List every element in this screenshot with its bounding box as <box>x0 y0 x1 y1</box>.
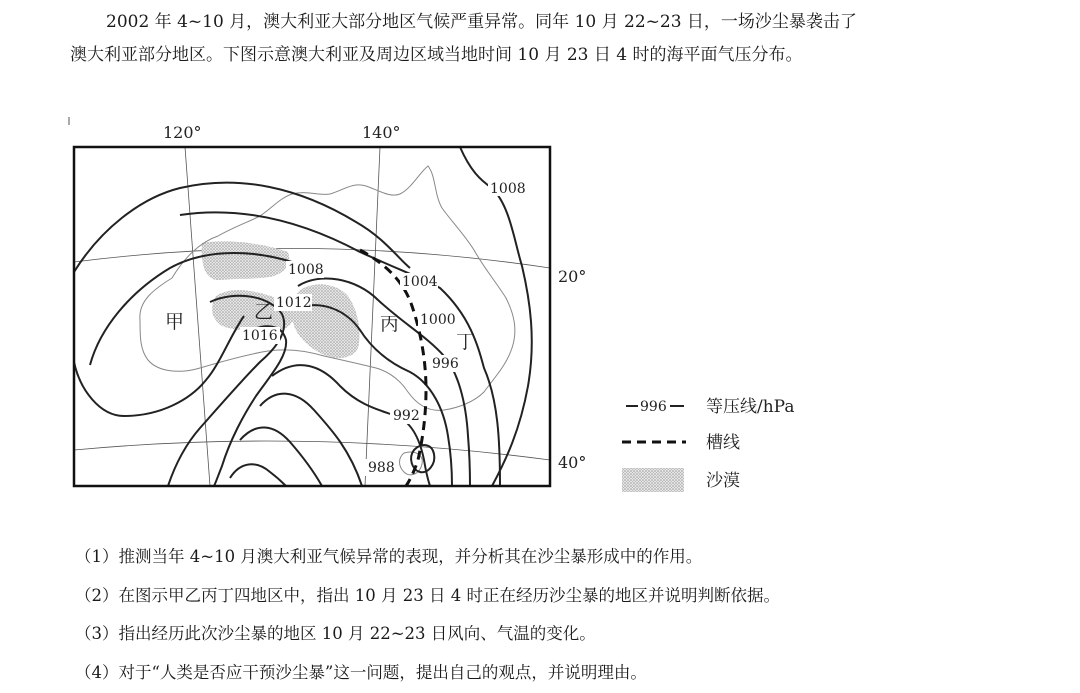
question-4: （4）对于“人类是否应干预沙尘暴”这一问题，提出自己的观点，并说明理由。 <box>75 662 647 682</box>
lon-label-140: 140° <box>362 123 401 142</box>
isobar-line <box>272 365 430 486</box>
lon-label-120: 120° <box>163 123 202 142</box>
intro-paragraph <box>70 6 1060 72</box>
intro-line-2: 澳大利亚部分地区。下图示意澳大利亚及周边区域当地时间 10 月 23 日 4 时的海平面气压分布。 <box>70 45 803 65</box>
legend-isobar-sample: 996 <box>640 399 667 415</box>
question-3: （3）指出经历此次沙尘暴的地区 10 月 22~23 日风向、气温的变化。 <box>75 624 596 643</box>
isobar-label-992: 992 <box>393 408 420 424</box>
question-2: （2）在图示甲乙丙丁四地区中，指出 10 月 23 日 4 时正在经历沙尘暴的地区并说明判断依据。 <box>75 585 780 605</box>
legend-trough-label: 槽线 <box>706 433 740 453</box>
isobar-line <box>230 464 286 486</box>
intro-line-1: 2002 年 4~10 月，澳大利亚大部分地区气候严重异常。同年 10 月 22~23 日，一场沙尘暴袭击了 <box>106 12 857 32</box>
region-label-bing: 丙 <box>380 313 400 335</box>
isobar-label-1016: 1016 <box>242 328 278 344</box>
legend-isobar-label: 等压线/hPa <box>706 397 795 417</box>
pressure-map-figure <box>60 110 840 510</box>
lat-label-40: 40° <box>558 453 587 472</box>
isobar-label-1012: 1012 <box>276 295 312 311</box>
isobar-label-988: 988 <box>368 460 395 476</box>
isobar-label-1008-ne: 1008 <box>490 181 526 197</box>
desert-area <box>202 241 290 280</box>
isobar-line <box>460 147 532 486</box>
isobar-line <box>74 316 244 416</box>
legend-desert-label: 沙漠 <box>706 471 740 491</box>
isobar-line <box>240 427 322 486</box>
lat-label-20: 20° <box>558 267 587 286</box>
isobar-label-1008-w: 1008 <box>288 262 324 278</box>
region-label-ding: 丁 <box>456 331 476 353</box>
region-label-yi: 乙 <box>254 301 274 323</box>
isobar-label-1000: 1000 <box>420 312 456 328</box>
meridian-140 <box>365 147 380 486</box>
isobar-label-1004: 1004 <box>402 274 438 290</box>
parallel-40 <box>74 441 550 460</box>
isobar-label-996: 996 <box>432 356 459 372</box>
region-label-jia: 甲 <box>165 311 185 333</box>
isobar-line <box>260 394 362 486</box>
meridian-120 <box>185 147 210 486</box>
legend-desert-swatch <box>622 468 684 492</box>
question-1: （1）推测当年 4~10 月澳大利亚气候异常的表现，并分析其在沙尘暴形成中的作用。 <box>75 547 703 566</box>
legend <box>622 397 795 492</box>
question-list <box>75 538 1065 692</box>
